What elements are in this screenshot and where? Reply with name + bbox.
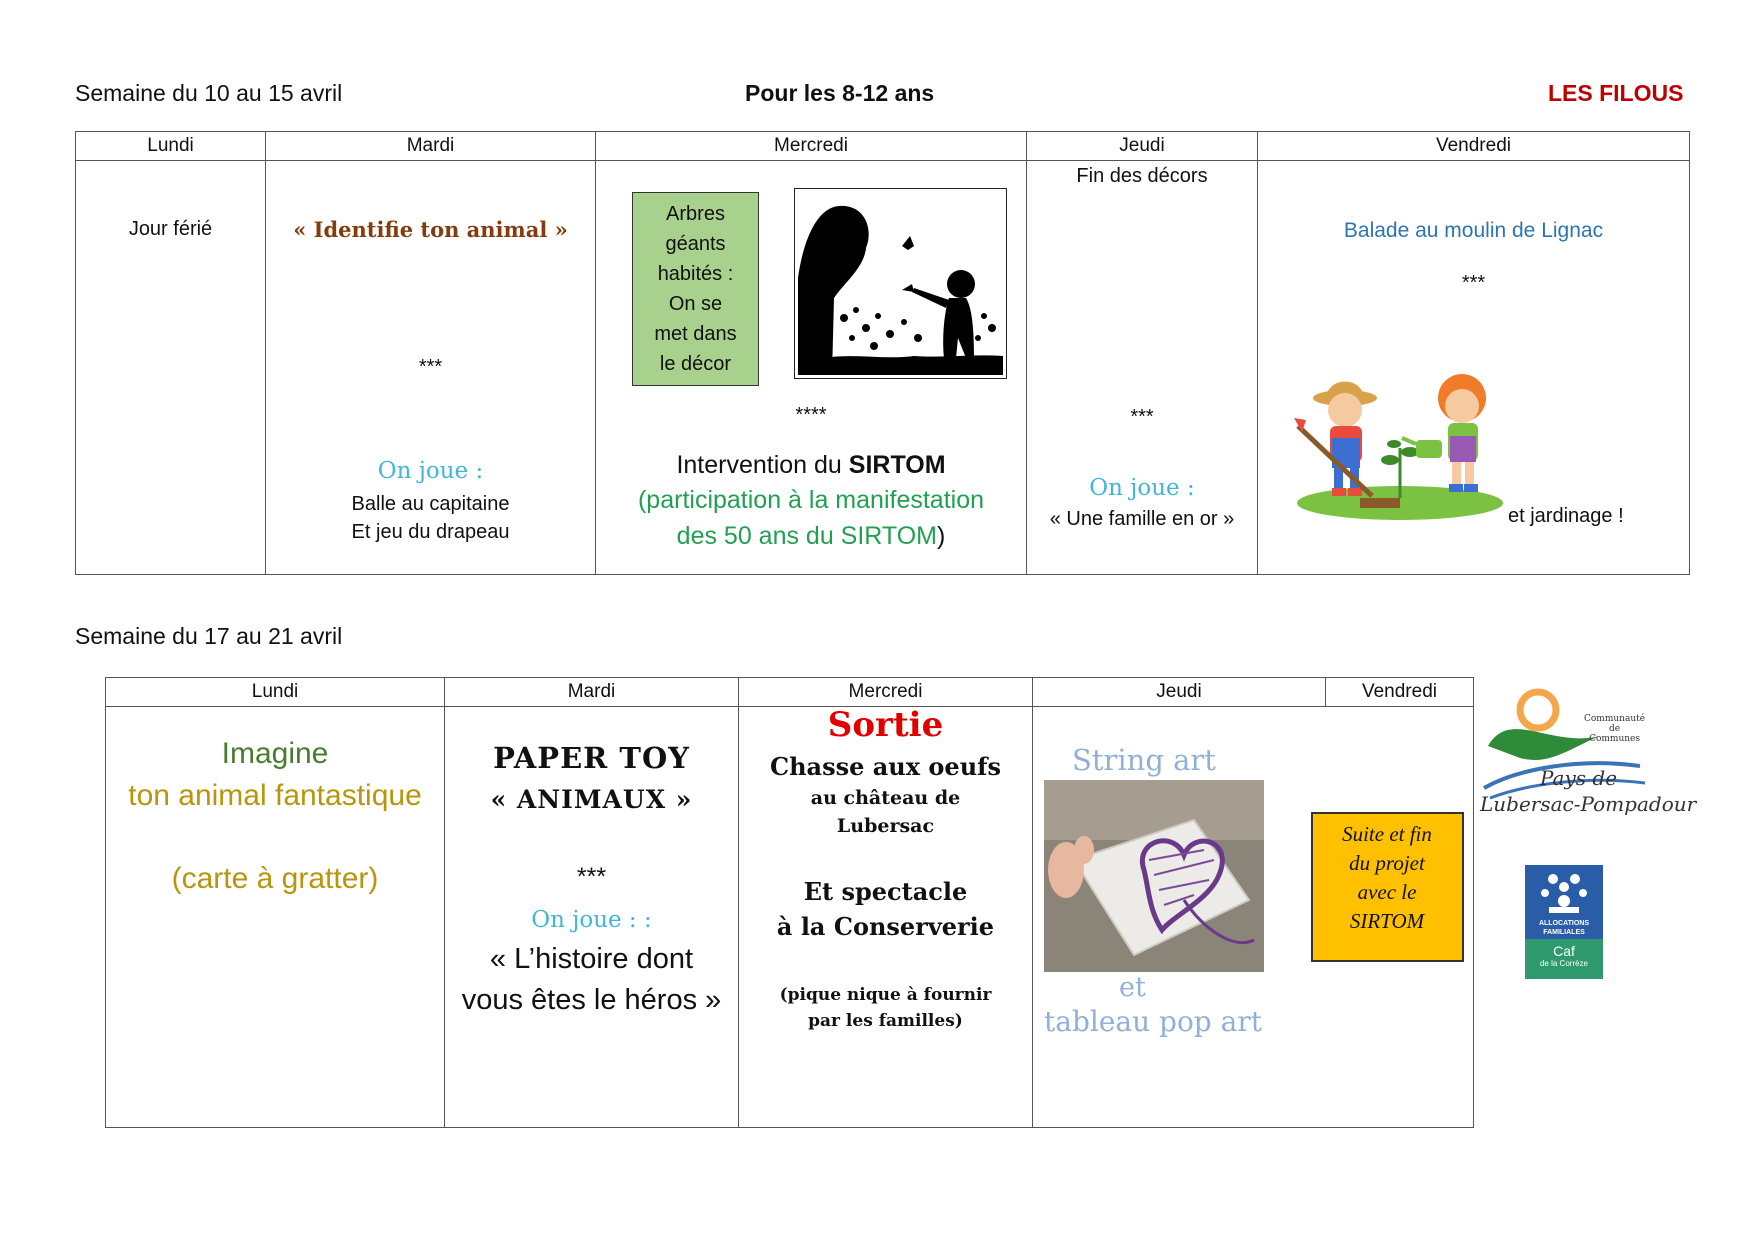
caf-logo: [1525, 865, 1603, 979]
week2-title: Semaine du 17 au 21 avril: [75, 623, 343, 649]
community-small-line: Communes: [1589, 734, 1640, 744]
week1-header-lundi: Lundi: [76, 132, 266, 161]
caf-familiales: FAMILIALES: [1543, 929, 1585, 936]
imagine-line: Imagine: [221, 737, 329, 770]
game-label: On joue :: [377, 458, 484, 484]
separator: ****: [795, 404, 827, 426]
week2-header-mercredi: Mercredi: [739, 678, 1033, 707]
week1-jeudi-cell: [1027, 161, 1258, 575]
week1-header-mardi: Mardi: [266, 132, 596, 161]
game-line: Et jeu du drapeau: [351, 521, 510, 543]
intervention-sirtom: SIRTOM: [848, 451, 946, 479]
box-line: SIRTOM: [1349, 909, 1425, 933]
box-line: met dans: [654, 323, 737, 345]
week1-header-mercredi: Mercredi: [596, 132, 1027, 161]
game-line: vous êtes le héros »: [461, 984, 722, 1016]
gardening-label: et jardinage !: [1508, 505, 1624, 527]
community-pays: Pays de: [1540, 766, 1618, 790]
group-name: LES FILOUS: [1548, 80, 1684, 106]
pop-art-title: tableau pop art: [1044, 1005, 1262, 1038]
game-line: « L’histoire dont: [489, 943, 694, 975]
giant-trees-box: [632, 192, 759, 386]
participation-close: ): [937, 522, 946, 550]
community-small-text: [1584, 714, 1645, 744]
caf-family-icon: [1525, 865, 1603, 925]
separator: ***: [1461, 272, 1486, 294]
caf-allocations: ALLOCATIONS: [1538, 920, 1590, 927]
scratch-card-line: (carte à gratter): [171, 862, 379, 895]
sirtom-intervention: [596, 451, 1026, 480]
children-gardening-image: [1290, 368, 1505, 523]
participation-text: des 50 ans du SIRTOM: [676, 522, 937, 550]
outing-label: Sortie: [827, 705, 944, 745]
week2-table: [105, 677, 1474, 1128]
community-name: Lubersac-Pompadour: [1480, 792, 1697, 816]
game-line: « Une famille en or »: [1049, 508, 1235, 530]
end-of-decor-label: Fin des décors: [1076, 165, 1208, 187]
caf-name: Caf: [1553, 943, 1575, 959]
week1-table: [75, 131, 1690, 575]
and-label: et: [1119, 972, 1146, 1003]
game-label: On joue : :: [531, 907, 652, 933]
paper-toy-subtitle: « ANIMAUX »: [490, 785, 693, 814]
game-label: On joue :: [1089, 475, 1195, 501]
participation-line: (participation à la manifestation: [637, 486, 985, 514]
outing-line: Et spectacle: [803, 877, 968, 906]
week2-jeudi-cell: [1033, 707, 1326, 1128]
string-art-title: String art: [1072, 743, 1216, 777]
game-line: Balle au capitaine: [351, 493, 510, 515]
box-line: le décor: [659, 353, 732, 375]
week2-header-vendredi: Vendredi: [1326, 678, 1474, 707]
box-line: On se: [668, 293, 723, 315]
age-group-title: Pour les 8-12 ans: [745, 80, 935, 106]
outing-line: à la Conserverie: [776, 912, 995, 941]
sirtom-project-box: [1311, 812, 1464, 962]
box-line: Suite et fin: [1342, 822, 1432, 846]
week2-header-mardi: Mardi: [445, 678, 739, 707]
week1-mardi-cell: [266, 161, 596, 575]
holiday-label: Jour férié: [128, 218, 213, 240]
week1-title: Semaine du 10 au 15 avril: [75, 80, 343, 106]
fantasy-animal-line: ton animal fantastique: [128, 779, 422, 812]
outing-line: Lubersac: [836, 815, 935, 837]
separator: ***: [1130, 406, 1154, 428]
caf-green-band: [1525, 939, 1603, 979]
separator: ***: [418, 356, 443, 378]
week2-header-jeudi: Jeudi: [1033, 678, 1326, 707]
week2-header-lundi: Lundi: [106, 678, 445, 707]
picnic-note: (pique nique à fournir: [779, 985, 992, 1005]
paper-toy-title: PAPER TOY: [493, 741, 690, 775]
mill-walk-activity: Balade au moulin de Lignac: [1343, 219, 1604, 242]
box-line: du projet: [1349, 851, 1425, 875]
week1-header-vendredi: Vendredi: [1258, 132, 1690, 161]
box-line: géants: [665, 233, 726, 255]
intervention-prefix: Intervention du: [676, 451, 849, 479]
week1-mercredi-cell: [596, 161, 1027, 575]
separator: ***: [576, 863, 607, 891]
week2-mercredi-cell: [739, 707, 1033, 1128]
week2-mardi-cell: [445, 707, 739, 1128]
outing-line: au château de: [810, 787, 961, 809]
box-line: Arbres: [666, 203, 725, 225]
week2-lundi-cell: [106, 707, 445, 1128]
child-butterfly-silhouette-image: [794, 188, 1007, 379]
week1-vendredi-cell: [1258, 161, 1690, 575]
participation-line: [596, 522, 1026, 551]
picnic-note: par les familles): [808, 1011, 963, 1031]
community-small-line: Communauté: [1584, 714, 1646, 724]
string-art-photo: [1044, 780, 1264, 972]
week1-lundi-cell: [76, 161, 266, 575]
community-small-line: de: [1608, 724, 1621, 734]
outing-line: Chasse aux oeufs: [770, 752, 1001, 781]
box-line: habités :: [657, 263, 734, 285]
week2-vendredi-cell: [1326, 707, 1474, 1128]
week1-header-jeudi: Jeudi: [1027, 132, 1258, 161]
box-line: avec le: [1357, 880, 1417, 904]
identify-animal-activity: « Identifie ton animal »: [293, 217, 568, 242]
community-logo: [1480, 688, 1697, 838]
caf-region: de la Corrèze: [1539, 959, 1589, 968]
